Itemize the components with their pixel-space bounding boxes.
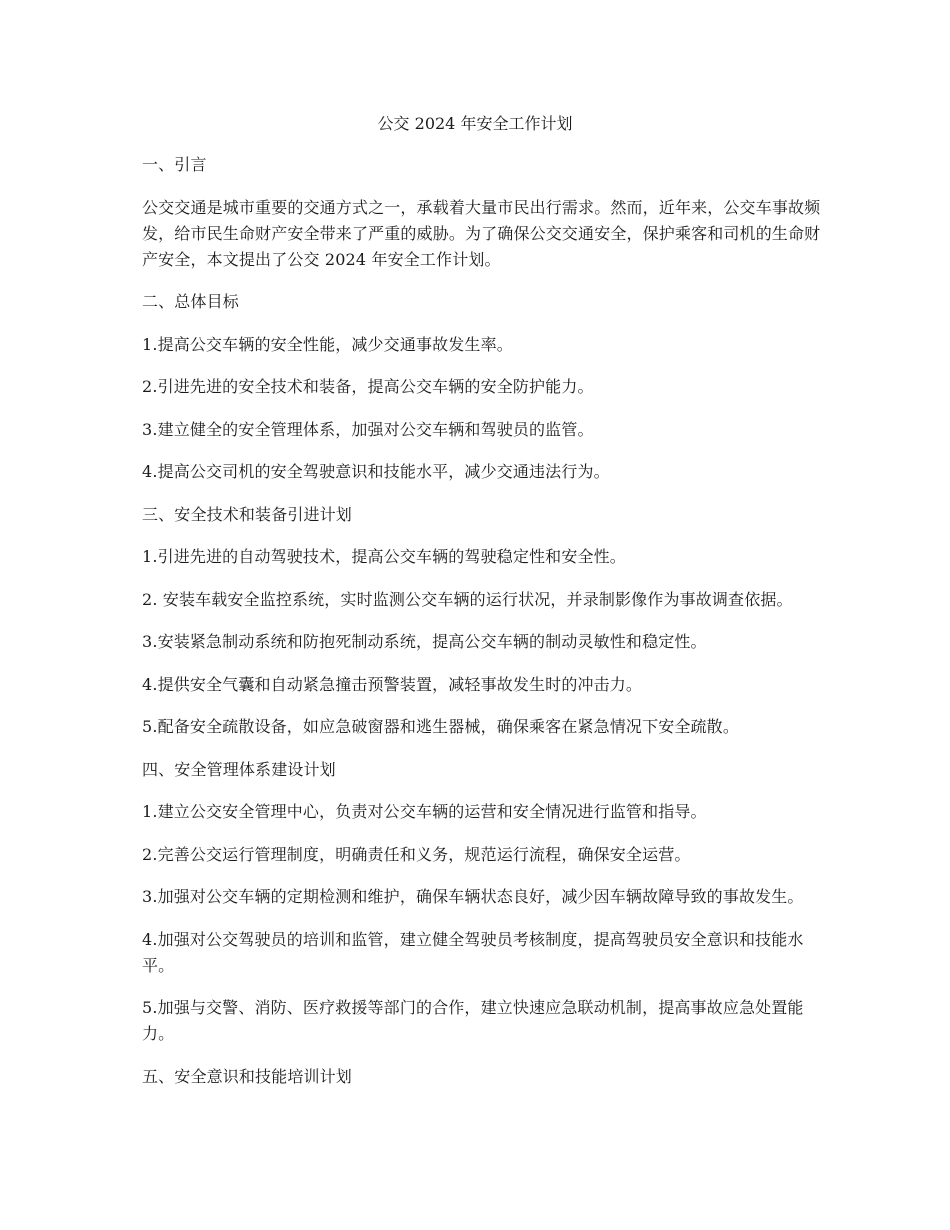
section-heading: 四、安全管理体系建设计划 — [142, 759, 336, 779]
paragraph: 5.配备安全疏散设备，如应急破窗器和逃生器械，确保乘客在紧急情况下安全疏散。 — [142, 717, 739, 736]
paragraph: 2. 安装车载安全监控系统，实时监测公交车辆的运行状况，并录制影像作为事故调查依据。 — [142, 589, 793, 609]
section-heading: 二、总体目标 — [142, 292, 239, 311]
paragraph: 3.安装紧急制动系统和防抱死制动系统，提高公交车辆的制动灵敏性和稳定性。 — [142, 632, 707, 651]
section-heading: 五、安全意识和技能培训计划 — [142, 1066, 352, 1086]
paragraph: 5.加强与交警、消防、医疗救援等部门的合作，建立快速应急联动机制，提高事故应急处置能力。 — [142, 998, 804, 1043]
section-heading: 一、引言 — [142, 155, 207, 174]
document-title: 公交 2024 年安全工作计划 — [377, 114, 573, 133]
paragraph: 4.提高公交司机的安全驾驶意识和技能水平，减少交通违法行为。 — [142, 462, 610, 481]
document-body — [142, 152, 832, 1106]
paragraph: 3.加强对公交车辆的定期检测和维护，确保车辆状态良好，减少因车辆故障导致的事故发生。 — [142, 887, 804, 906]
paragraph: 公交交通是城市重要的交通方式之一，承载着大量市民出行需求。然而，近年来，公交车事故频发，给市民生命财产安全带来了严重的威胁。为了确保公交交通安全，保护乘客和司机的生命财产安全，本文提出了公交 2024 年安全工作计划。 — [142, 197, 821, 269]
paragraph: 3.建立健全的安全管理体系，加强对公交车辆和驾驶员的监管。 — [142, 419, 594, 439]
paragraph: 4.加强对公交驾驶员的培训和监管，建立健全驾驶员考核制度，提高驾驶员安全意识和技能水平。 — [142, 929, 804, 975]
paragraph: 1.建立公交安全管理中心，负责对公交车辆的运营和安全情况进行监管和指导。 — [142, 802, 707, 821]
section-heading: 三、安全技术和装备引进计划 — [142, 504, 352, 524]
paragraph: 1.提高公交车辆的安全性能，减少交通事故发生率。 — [142, 334, 513, 354]
paragraph: 2.引进先进的安全技术和装备，提高公交车辆的安全防护能力。 — [142, 377, 594, 396]
paragraph: 1.引进先进的自动驾驶技术，提高公交车辆的驾驶稳定性和安全性。 — [142, 547, 626, 566]
paragraph: 2.完善公交运行管理制度，明确责任和义务，规范运行流程，确保安全运营。 — [142, 844, 691, 864]
paragraph: 4.提供安全气囊和自动紧急撞击预警装置，减轻事故发生时的冲击力。 — [142, 674, 643, 694]
